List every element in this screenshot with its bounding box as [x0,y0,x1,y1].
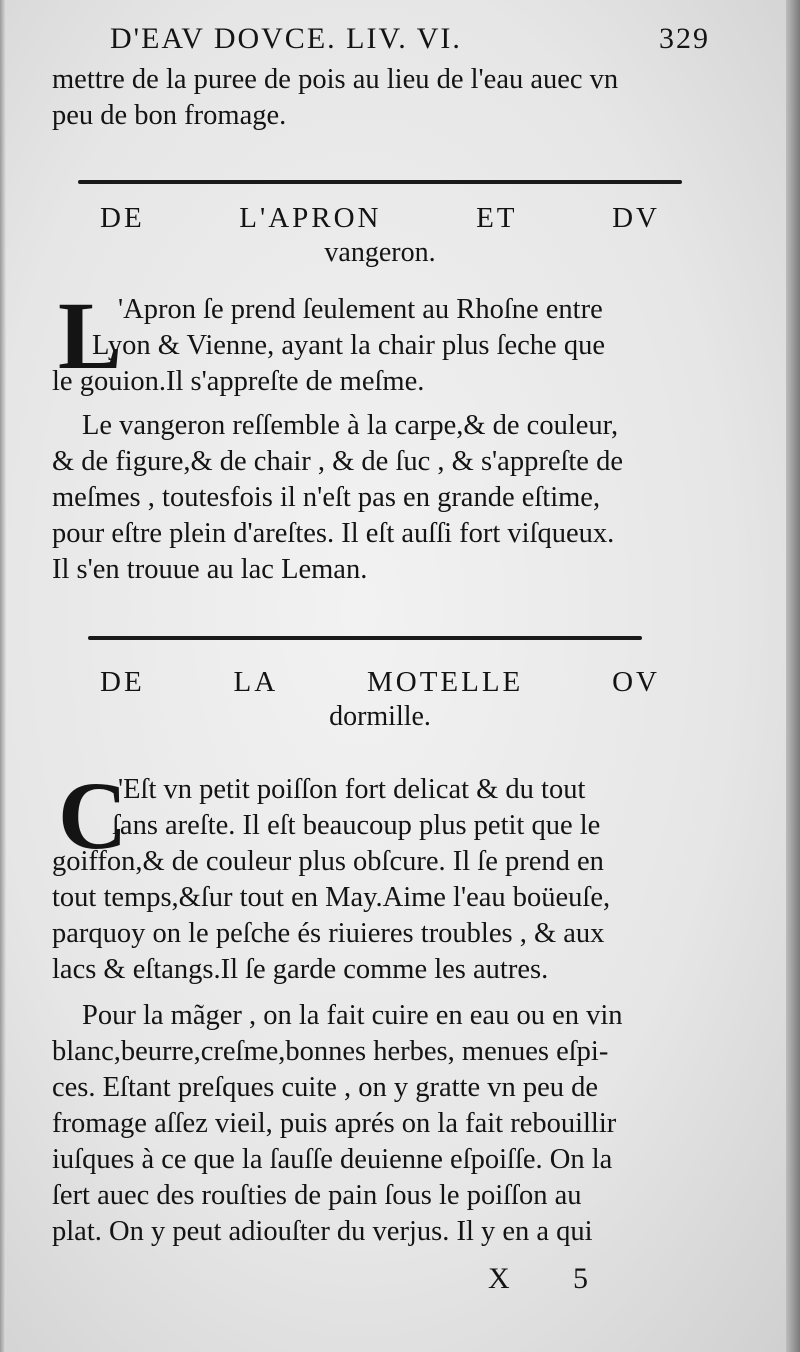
text-line: & de figure,& de chair , & de ſuc , & s'appreſte de [52,446,623,477]
text-line: plat. On y peut adiouſter du verjus. Il y en a qui [52,1216,593,1247]
text-line: Le vangeron reſſemble à la carpe,& de couleur, [82,410,619,441]
text-line: lacs & eſtangs.Il ſe garde comme les autres. [52,954,549,985]
drop-cap-c: C [58,762,128,869]
heading-word: OV [612,666,660,698]
text-line: blanc,beurre,creſme,bonnes herbes, menues eſpi- [52,1036,609,1067]
section1-paragraph1 [52,292,714,400]
text-line: Lyon & Vienne, ayant la chair plus ſeche que [92,330,605,361]
section2-paragraph1 [52,772,714,988]
heading-caps [100,664,660,700]
section-rule-2 [88,636,642,640]
heading-word: L'APRON [239,202,382,234]
section-heading-1 [100,200,660,270]
signature-number: 5 [573,1262,588,1295]
opening-lines [52,62,714,134]
running-head-title: D'EAV DOVCE. LIV. VI. [110,22,462,55]
heading-word: ET [476,202,518,234]
text-line: pour eſtre plein d'areſtes. Il eſt auſſi fort viſqueux. [52,518,615,549]
text-line: ſert auec des rouſties de pain ſous le poiſſon au [52,1180,582,1211]
text-line: 'Eſt vn petit poiſſon fort delicat & du tout [118,774,586,805]
heading-word: DV [612,202,660,234]
heading-word: DE [100,666,145,698]
text-line: tout temps,&ſur tout en May.Aime l'eau boüeuſe, [52,882,611,913]
text-line: meſmes , toutesfois il n'eſt pas en grande eſtime, [52,482,601,513]
text-line: ces. Eſtant preſques cuite , on y gratte vn peu de [52,1072,599,1103]
heading-subtitle: vangeron. [324,237,436,268]
text-line: parquoy on le peſche és riuieres troubles , & aux [52,918,605,949]
text-line: mettre de la puree de pois au lieu de l'eau auec vn [52,64,619,95]
drop-cap-l: L [58,282,123,389]
signature-mark [488,1262,588,1296]
page-left-edge [0,0,6,1352]
text-line: iuſques à ce que la ſauſſe deuienne eſpoiſſe. On la [52,1144,613,1175]
text-line: le gouion.Il s'appreſte de meſme. [52,366,425,397]
page-number: 329 [659,22,710,55]
heading-word: LA [233,666,279,698]
text-line: 'Apron ſe prend ſeulement au Rhoſne entre [118,294,603,325]
section-rule-1 [78,180,682,184]
text-line: ſans areſte. Il eſt beaucoup plus petit que le [112,810,601,841]
signature-letter: X [488,1262,510,1295]
text-line: goiffon,& de couleur plus obſcure. Il ſe prend en [52,846,604,877]
section-heading-2 [100,664,660,734]
heading-word: DE [100,202,145,234]
text-line: fromage aſſez vieil, puis aprés on la fait rebouillir [52,1108,617,1139]
running-head [60,22,710,56]
text-line: Il s'en trouue au lac Leman. [52,554,368,585]
heading-caps [100,200,660,236]
text-line: Pour la mãger , on la fait cuire en eau ou en vin [82,1000,623,1031]
page-right-edge [786,0,800,1352]
heading-word: MOTELLE [366,666,524,698]
text-line: peu de bon fromage. [52,100,287,131]
section1-paragraph2 [52,408,714,588]
heading-subtitle: dormille. [329,701,431,732]
section2-paragraph2 [52,998,714,1250]
